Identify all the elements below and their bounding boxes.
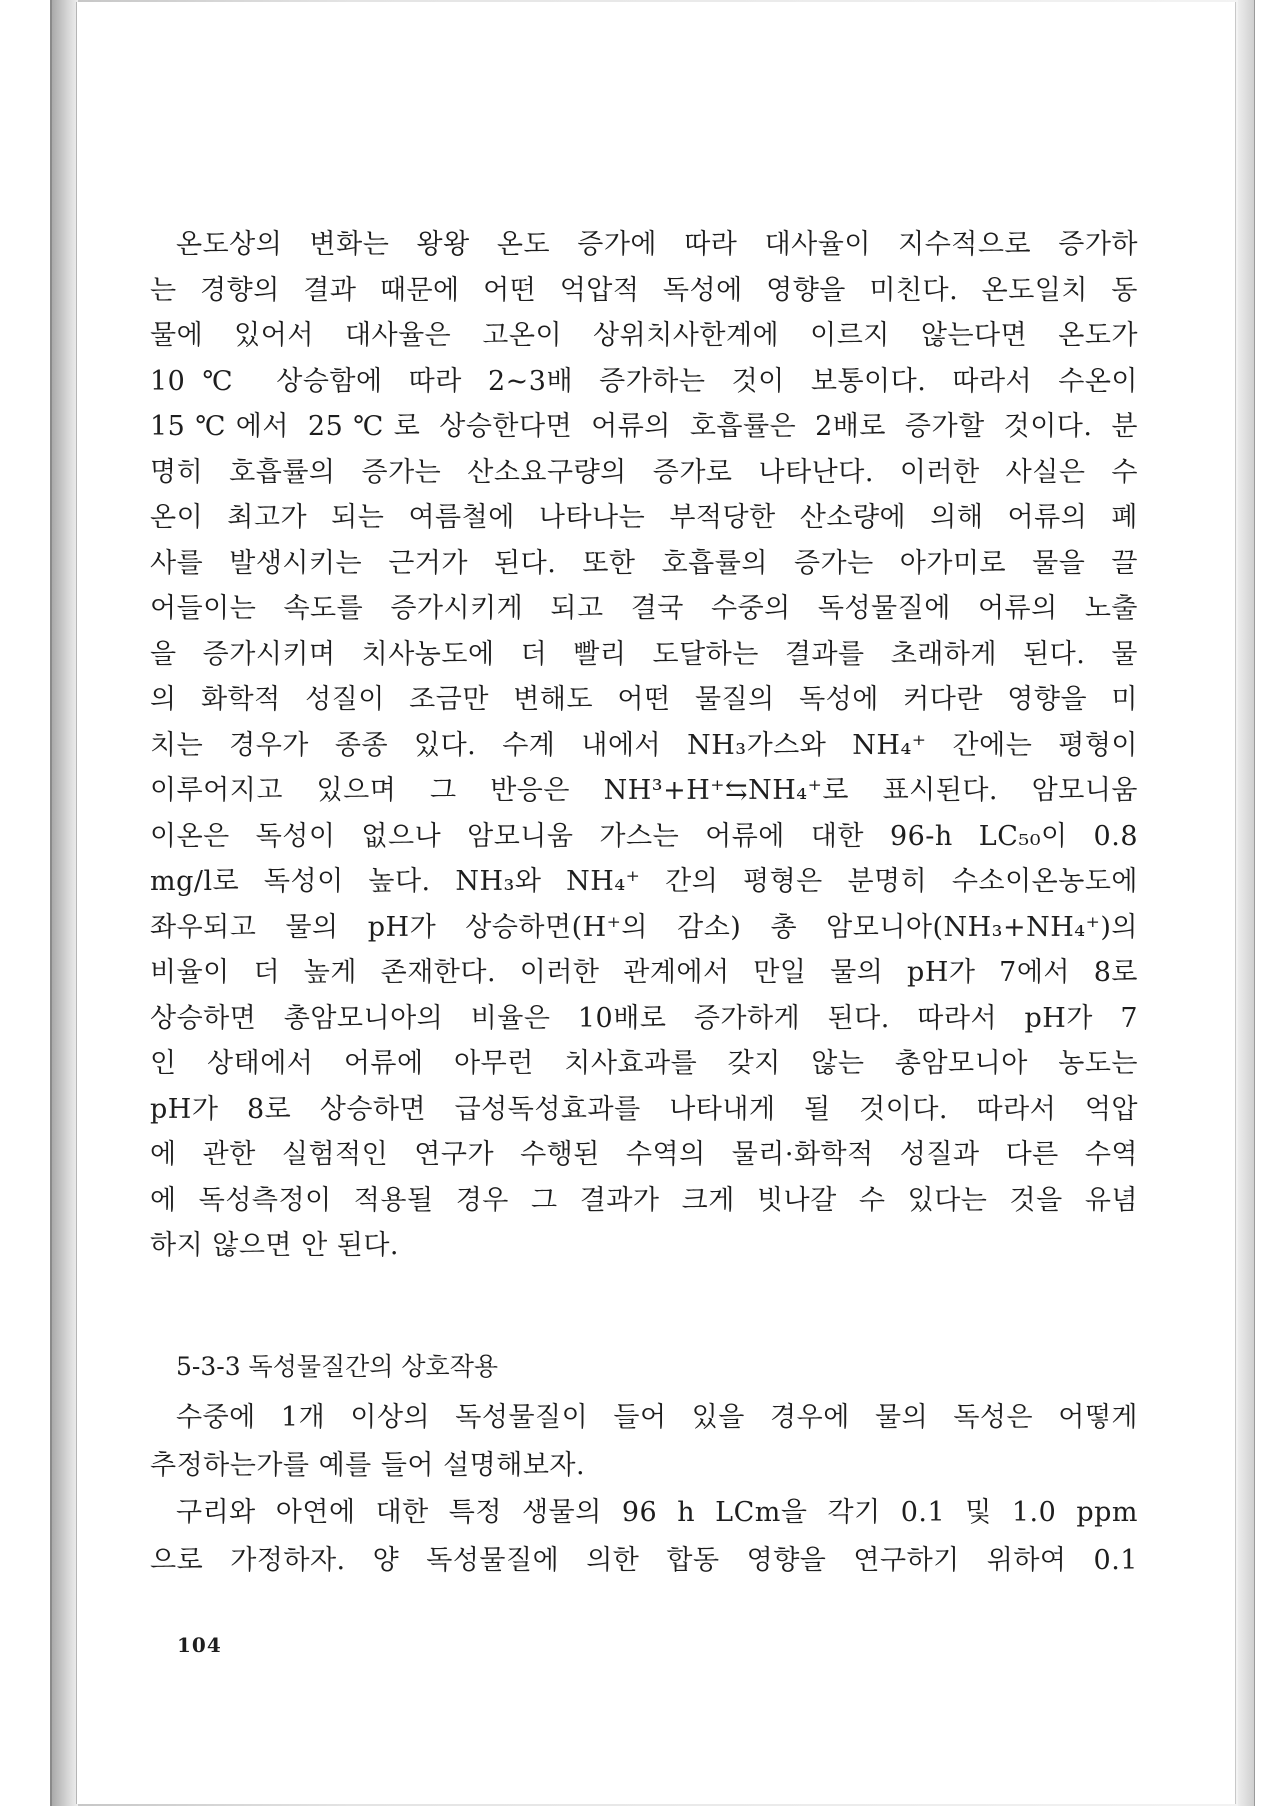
text-line: 수중에 1개 이상의 독성물질이 들어 있을 경우에 물의 독성은 어떻게 <box>176 1402 1138 1433</box>
text-line: 어들이는 속도를 증가시키게 되고 결국 수중의 독성물질에 어류의 노출 <box>150 593 1138 624</box>
text-line: 이온은 독성이 없으나 암모니움 가스는 어류에 대한 96-h LC₅₀이 0.8 <box>150 820 1138 852</box>
text-line: 물에 있어서 대사율은 고온이 상위치사한계에 이르지 않는다면 온도가 <box>150 320 1138 351</box>
text-line: 온도상의 변화는 왕왕 온도 증가에 따라 대사율이 지수적으로 증가하 <box>176 229 1138 260</box>
text-line: 으로 가정하자. 양 독성물질에 의한 합동 영향을 연구하기 위하여 0.1 <box>150 1544 1138 1576</box>
text-line: 추정하는가를 예를 들어 설명해보자. <box>150 1449 586 1481</box>
page-edge-left <box>50 0 78 1806</box>
text-line: 좌우되고 물의 pH가 상승하면(H⁺의 감소) 총 암모니아(NH₃+NH₄⁺)의 <box>150 911 1138 943</box>
text-line: 이루어지고 있으며 그 반응은 NH³+H⁺⇆NH₄⁺로 표시된다. 암모니움 <box>150 775 1138 806</box>
text-line: 온이 최고가 되는 여름철에 나타나는 부적당한 산소량에 의해 어류의 폐 <box>150 502 1138 533</box>
text-line: 구리와 아연에 대한 특정 생물의 96 h LCm을 각기 0.1 및 1.0 ppm <box>176 1497 1138 1528</box>
text-line: 는 경향의 결과 때문에 어떤 억압적 독성에 영향을 미친다. 온도일치 동 <box>150 274 1138 306</box>
text-line: 하지 않으면 안 된다. <box>150 1230 399 1261</box>
paragraph-temperature-effects <box>150 222 1138 1269</box>
text-line: 의 화학적 성질이 조금만 변해도 어떤 물질의 독성에 커다란 영향을 미 <box>150 684 1138 715</box>
text-line: 사를 발생시키는 근거가 된다. 또한 호흡률의 증가는 아가미로 물을 끌 <box>150 547 1138 579</box>
page-number: 104 <box>177 1633 222 1657</box>
text-line: 비율이 더 높게 존재한다. 이러한 관계에서 만일 물의 pH가 7에서 8로 <box>150 957 1138 988</box>
text-line: 에 관한 실험적인 연구가 수행된 수역의 물리·화학적 성질과 다른 수역 <box>150 1139 1138 1170</box>
text-line: 을 증가시키며 치사농도에 더 빨리 도달하는 결과를 초래하게 된다. 물 <box>150 638 1138 670</box>
text-line: 치는 경우가 종종 있다. 수계 내에서 NH₃가스와 NH₄⁺ 간에는 평형이 <box>150 729 1138 761</box>
paragraph-toxicant-interaction <box>150 1394 1138 1584</box>
text-line: 15℃에서 25℃로 상승한다면 어류의 호흡률은 2배로 증가할 것이다. 분 <box>150 411 1138 442</box>
text-line: 인 상태에서 어류에 아무런 치사효과를 갖지 않는 총암모니아 농도는 <box>150 1048 1138 1079</box>
section-heading: 5-3-3 독성물질간의 상호작용 <box>176 1352 499 1381</box>
text-line: 명히 호흡률의 증가는 산소요구량의 증가로 나타난다. 이러한 사실은 수 <box>150 456 1138 488</box>
text-line: 10℃ 상승함에 따라 2~3배 증가하는 것이 보통이다. 따라서 수온이 <box>150 365 1138 397</box>
page-edge-right <box>1238 0 1255 1806</box>
text-line: 상승하면 총암모니아의 비율은 10배로 증가하게 된다. 따라서 pH가 7 <box>150 1002 1138 1034</box>
text-line: pH가 8로 상승하면 급성독성효과를 나타내게 될 것이다. 따라서 억압 <box>150 1093 1138 1125</box>
text-line: mg/l로 독성이 높다. NH₃와 NH₄⁺ 간의 평형은 분명히 수소이온농도에 <box>150 866 1138 897</box>
text-line: 에 독성측정이 적용될 경우 그 결과가 크게 빗나갈 수 있다는 것을 유념 <box>150 1184 1138 1216</box>
